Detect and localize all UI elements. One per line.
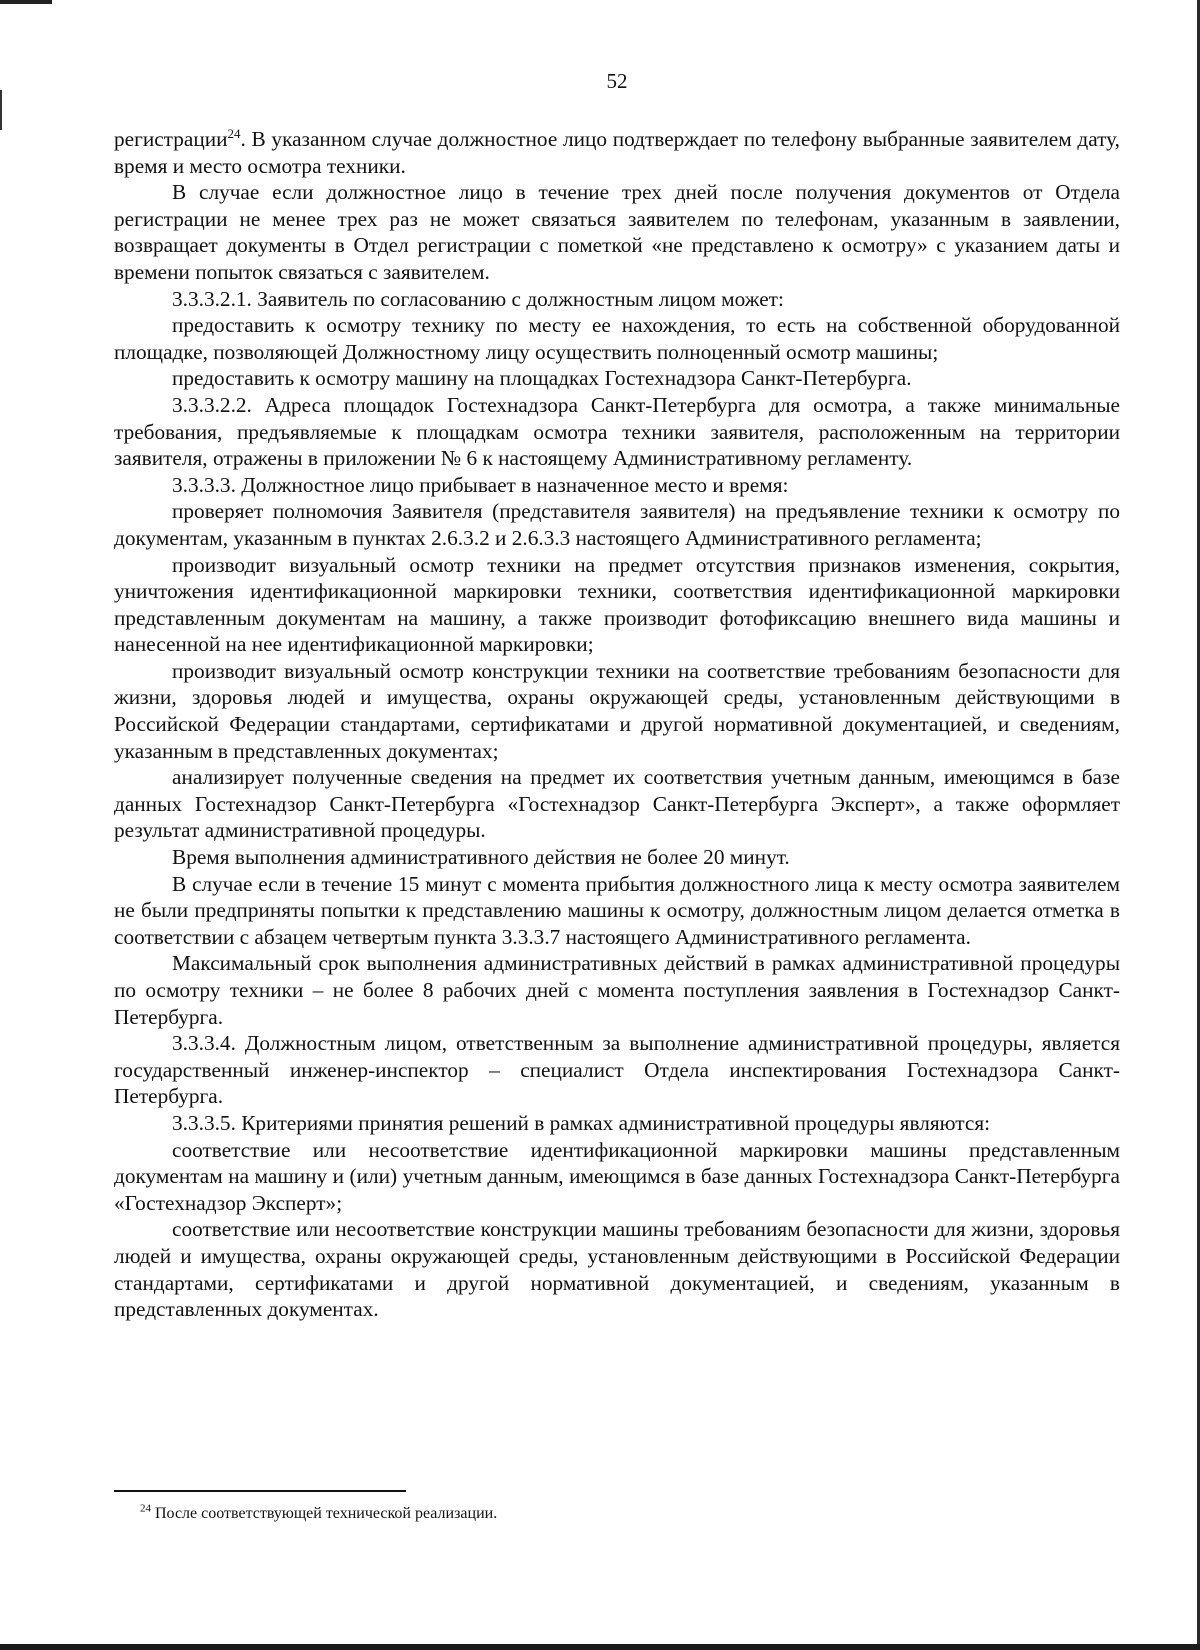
scan-edge-mark — [0, 1644, 1200, 1650]
paragraph: 3.3.3.3. Должностное лицо прибывает в назначенное место и время: — [172, 472, 789, 497]
scan-edge-mark — [0, 0, 52, 4]
paragraph: В случае если должностное лицо в течение трех дней после получения документов от Отдела регистрации не менее трех раз не может связаться заявителем по телефонам, указанным в заявлении, возвращает документы в Отдел регистрации с пометкой «не представлено к осмотру» с указанием даты и времени попыток связаться с заявителем. — [114, 180, 1120, 284]
scan-edge-mark — [0, 90, 2, 130]
footnote-separator — [114, 1490, 406, 1492]
footnote-mark: 24 — [140, 1502, 151, 1515]
document-body — [114, 126, 1120, 1323]
footnote-reference: 24 — [227, 125, 241, 141]
paragraph: 3.3.3.2.1. Заявитель по согласованию с должностным лицом может: — [172, 286, 784, 311]
paragraph-text: . В указанном случае должностное лицо подтверждает по телефону выбранные заявителем дату, время и место осмотра техники. — [114, 127, 1120, 178]
paragraph-lead: регистрации — [114, 127, 228, 151]
paragraph — [114, 126, 1120, 179]
paragraph: Максимальный срок выполнения административных действий в рамках административной процедуры по осмотру техники – не более 8 рабочих дней с момента поступления заявления в Гостехнадзор Санкт-Петербурга. — [114, 951, 1120, 1029]
paragraph: Время выполнения административного действия не более 20 минут. — [172, 845, 790, 870]
paragraph: производит визуальный осмотр техники на предмет отсутствия признаков изменения, сокрытия, уничтожения идентификационной маркировки техники, соответствия идентификационной маркировки представленным документам на машину, а также производит фотофиксацию внешнего вида машины и нанесенной на нее идентификационной маркировки; — [114, 552, 1120, 657]
paragraph: В случае если в течение 15 минут с момента прибытия должностного лица к месту осмотра заявителем не были предприняты попытки к представлению машины к осмотру, должностным лицом делается отметка в соответствии с абзацем четвертым пункта 3.3.3.7 настоящего Административного регламента. — [114, 871, 1120, 949]
paragraph: анализирует полученные сведения на предмет их соответствия учетным данным, имеющимся в базе данных Гостехнадзор Санкт-Петербурга «Гостехнадзор Санкт-Петербурга Эксперт», а также оформляет результат административной процедуры. — [114, 765, 1120, 843]
paragraph: предоставить к осмотру технику по месту ее нахождения, то есть на собственной оборудованной площадке, позволяющей Должностному лицу осуществить полноценный осмотр машины; — [114, 313, 1120, 364]
paragraph: 3.3.3.4. Должностным лицом, ответственным за выполнение административной процедуры, является государственный инженер-инспектор – специалист Отдела инспектирования Гостехнадзора Санкт-Петербурга. — [114, 1031, 1120, 1109]
paragraph: проверяет полномочия Заявителя (представителя заявителя) на предъявление техники к осмотру по документам, указанным в пунктах 2.6.3.2 и 2.6.3.3 настоящего Административного регламента; — [114, 499, 1120, 550]
paragraph: предоставить к осмотру машину на площадках Гостехнадзора Санкт-Петербурга. — [172, 366, 912, 391]
paragraph: производит визуальный осмотр конструкции техники на соответствие требованиям безопасности для жизни, здоровья людей и имущества, охраны окружающей среды, установленным действующими в Российской Федерации стандартами, сертификатами и другой нормативной документацией, и сведениям, указанным в представленных документах; — [114, 658, 1120, 763]
paragraph: соответствие или несоответствие идентификационной маркировки машины представленным документам на машину и (или) учетным данным, имеющимся в базе данных Гостехнадзора Санкт-Петербурга «Гостехнадзор Эксперт»; — [114, 1137, 1120, 1215]
page-number: 52 — [606, 69, 628, 93]
footnote — [140, 1504, 1040, 1524]
paragraph: 3.3.3.2.2. Адреса площадок Гостехнадзора Санкт-Петербурга для осмотра, а также минимальные требования, предъявляемые к площадкам осмотра техники заявителя, расположенным на территории заявителя, отражены в приложении № 6 к настоящему Административному регламенту. — [114, 392, 1120, 471]
footnote-text: После соответствующей технической реализации. — [151, 1505, 498, 1522]
paragraph: 3.3.3.5. Критериями принятия решений в рамках административной процедуры являются: — [172, 1110, 991, 1135]
paragraph: соответствие или несоответствие конструкции машины требованиям безопасности для жизни, здоровья людей и имущества, охраны окружающей среды, установленным действующими в Российской Федерации стандартами, сертификатами и другой нормативной документацией, и сведениям, указанным в представленных документах. — [114, 1217, 1120, 1322]
